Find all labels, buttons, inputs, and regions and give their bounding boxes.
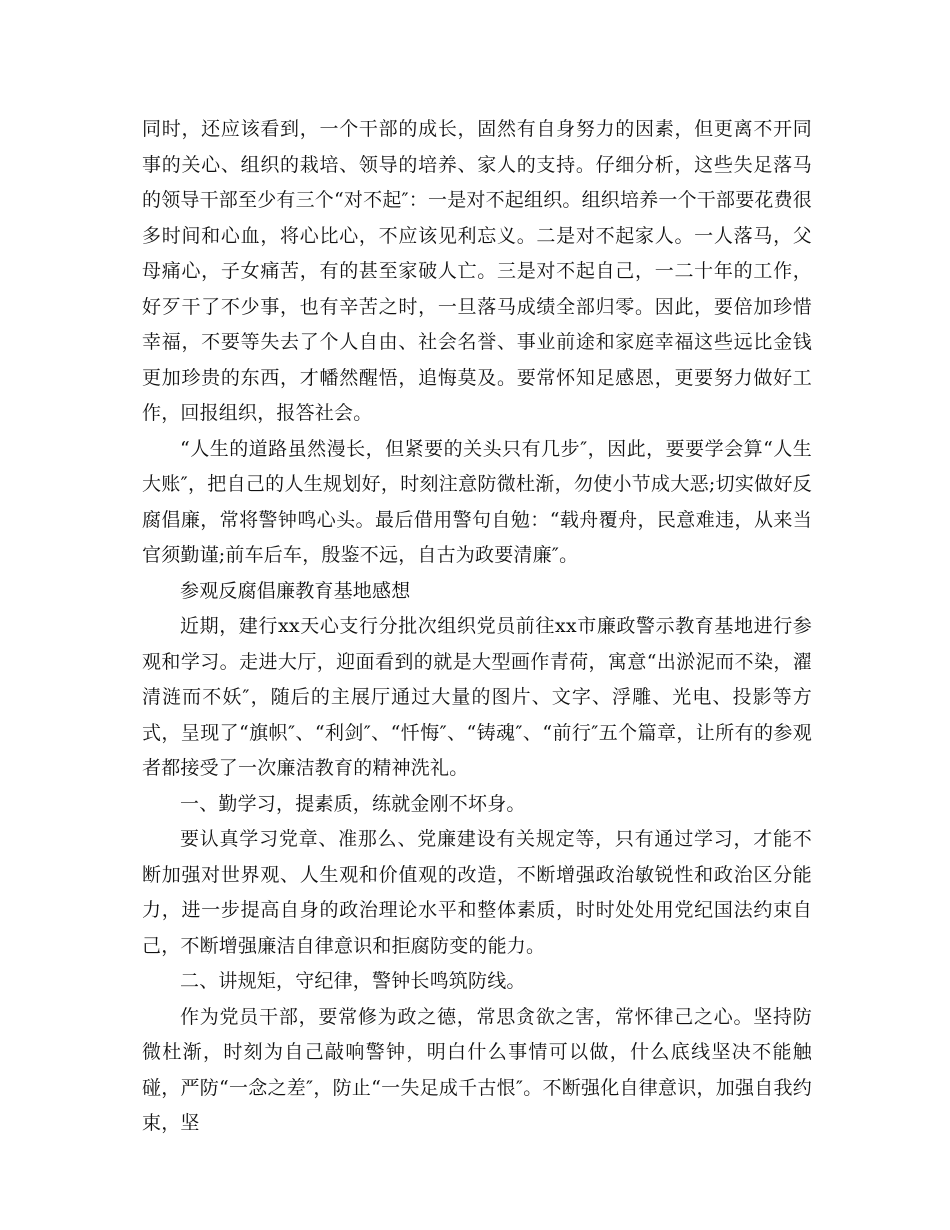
paragraph-4: 要认真学习党章、准那么、党廉建设有关规定等，只有通过学习，才能不断加强对世界观、人生观和价值观的改造，不断增强政治敏锐性和政治区分能力，进一步提高自身的政治理论水平和整体素质，时时处处用党纪国法约束自己，不断增强廉洁自律意识和拒腐防变的能力。 bbox=[142, 828, 812, 957]
section-title: 参观反腐倡廉教育基地感想 bbox=[180, 579, 411, 602]
heading-2: 二、讲规矩，守纪律，警钟长鸣筑防线。 bbox=[180, 970, 526, 992]
heading-1: 一、勤学习，提素质，练就金刚不坏身。 bbox=[180, 792, 526, 815]
paragraph-1: 同时，还应该看到，一个干部的成长，固然有自身努力的因素，但更离不开同事的关心、组织的栽培、领导的培养、家人的支持。仔细分析，这些失足落马的领导干部至少有三个“对不起″：一是对不起组织。组织培养一个干部要花费很多时间和心血，将心比心，不应该见利忘义。二是对不起家人。一人落马，父母痛心，子女痛苦，有的甚至家破人亡。三是对不起自己，一二十年的工作，好歹干了不少事，也有辛苦之时，一旦落马成绩全部归零。因此，要倍加珍惜幸福，不要等失去了个人自由、社会名誉、事业前途和家庭幸福这些远比金钱更加珍贵的东西，才幡然醒悟，追悔莫及。要常怀知足感恩，更要努力做好工作，回报组织，报答社会。 bbox=[142, 118, 813, 424]
paragraph-3: 近期，建行xx天心支行分批次组织党员前往xx市廉政警示教育基地进行参观和学习。走进大厅，迎面看到的就是大型画作青荷，寓意“出淤泥而不染，濯清涟而不妖″，随后的主展厅通过大量的图片、文字、浮雕、光电、投影等方式，呈现了“旗帜″、“利剑″、“忏悔″、“铸魂″、“前行″五个篇章，让所有的参观者都接受了一次廉洁教育的精神洗礼。 bbox=[142, 615, 812, 779]
paragraph-2: “人生的道路虽然漫长，但紧要的关头只有几步″，因此，要要学会算“人生大账″，把自己的人生规划好，时刻注意防微杜渐，勿使小节成大恶;切实做好反腐倡廉，常将警钟鸣心头。最后借用警句自勉：“载舟覆舟，民意难违，从来当官须勤谨;前车后车，殷鉴不远，自古为政要清廉″。 bbox=[142, 437, 812, 566]
paragraph-5: 作为党员干部，要常修为政之德，常思贪欲之害，常怀律己之心。坚持防微杜渐，时刻为自己敲响警钟，明白什么事情可以做，什么底线坚决不能触碰，严防“一念之差″，防止“一失足成千古恨″。不断强化自律意识，加强自我约束，坚 bbox=[142, 1005, 812, 1134]
document-body bbox=[142, 112, 812, 1142]
